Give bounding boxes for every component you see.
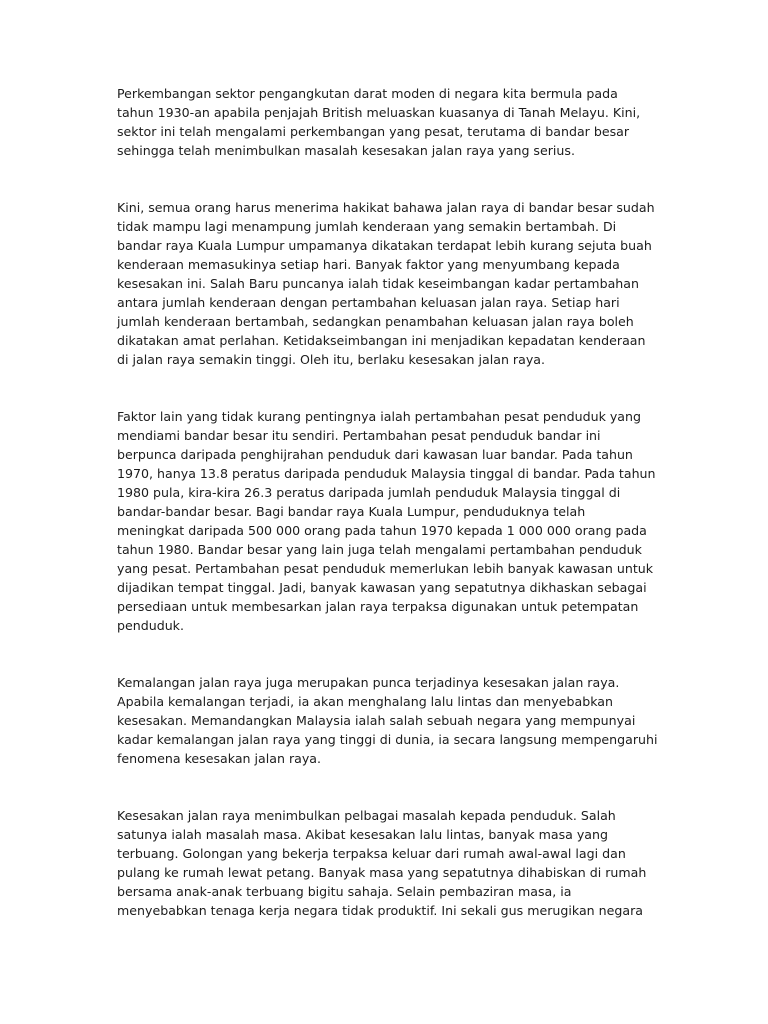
text-line: kesesakan ini. Salah Baru puncanya ialah tidak keseimbangan kadar pertambahan xyxy=(117,276,639,291)
text-line: meningkat daripada 500 000 orang pada tahun 1970 kepada 1 000 000 orang pada xyxy=(117,523,647,538)
text-line: sehingga telah menimbulkan masalah kesesakan jalan raya yang serius. xyxy=(117,143,575,158)
text-line: tahun 1980. Bandar besar yang lain juga telah mengalami pertambahan penduduk xyxy=(117,542,642,557)
text-line: bandar-bandar besar. Bagi bandar raya Kuala Lumpur, penduduknya telah xyxy=(117,504,586,519)
text-line: menyebabkan tenaga kerja negara tidak produktif. Ini sekali gus merugikan negara xyxy=(117,903,643,918)
text-line: dikatakan amat perlahan. Ketidakseimbangan ini menjadikan kepadatan kenderaan xyxy=(117,333,646,348)
text-line: tidak mampu lagi menampung jumlah kenderaan yang semakin bertambah. Di xyxy=(117,219,617,234)
text-line: dijadikan tempat tinggal. Jadi, banyak kawasan yang sepatutnya dikhaskan sebagai xyxy=(117,580,647,595)
text-line: fenomena kesesakan jalan raya. xyxy=(117,751,322,766)
document-body xyxy=(117,84,657,920)
paragraph-4 xyxy=(117,673,657,768)
text-line: yang pesat. Pertambahan pesat penduduk memerlukan lebih banyak kawasan untuk xyxy=(117,561,654,576)
text-line: mendiami bandar besar itu sendiri. Pertambahan pesat penduduk bandar ini xyxy=(117,428,601,443)
text-line: di jalan raya semakin tinggi. Oleh itu, berlaku kesesakan jalan raya. xyxy=(117,352,546,367)
text-line: berpunca daripada penghijrahan penduduk dari kawasan luar bandar. Pada tahun xyxy=(117,447,633,462)
text-line: pulang ke rumah lewat petang. Banyak masa yang sepatutnya dihabiskan di rumah xyxy=(117,865,647,880)
text-line: penduduk. xyxy=(117,618,184,633)
paragraph-1 xyxy=(117,84,657,160)
paragraph-3 xyxy=(117,407,657,635)
text-line: bandar raya Kuala Lumpur umpamanya dikatakan terdapat lebih kurang sejuta buah xyxy=(117,238,652,253)
text-line: Kini, semua orang harus menerima hakikat bahawa jalan raya di bandar besar sudah xyxy=(117,200,655,215)
text-line: Perkembangan sektor pengangkutan darat moden di negara kita bermula pada xyxy=(117,86,618,101)
text-line: Kemalangan jalan raya juga merupakan punca terjadinya kesesakan jalan raya. xyxy=(117,675,620,690)
text-line: bersama anak-anak terbuang bigitu sahaja. Selain pembaziran masa, ia xyxy=(117,884,572,899)
text-line: tahun 1930-an apabila penjajah British meluaskan kuasanya di Tanah Melayu. Kini, xyxy=(117,105,641,120)
text-line: persediaan untuk membesarkan jalan raya terpaksa digunakan untuk petempatan xyxy=(117,599,639,614)
text-line: 1980 pula, kira-kira 26.3 peratus daripada jumlah penduduk Malaysia tinggal di xyxy=(117,485,621,500)
text-line: Kesesakan jalan raya menimbulkan pelbagai masalah kepada penduduk. Salah xyxy=(117,808,616,823)
text-line: Faktor lain yang tidak kurang pentingnya ialah pertambahan pesat penduduk yang xyxy=(117,409,642,424)
text-line: 1970, hanya 13.8 peratus daripada penduduk Malaysia tinggal di bandar. Pada tahun xyxy=(117,466,656,481)
text-line: kesesakan. Memandangkan Malaysia ialah salah sebuah negara yang mempunyai xyxy=(117,713,636,728)
paragraph-5 xyxy=(117,806,657,920)
text-line: kadar kemalangan jalan raya yang tinggi di dunia, ia secara langsung mempengaruhi xyxy=(117,732,658,747)
text-line: jumlah kenderaan bertambah, sedangkan penambahan keluasan jalan raya boleh xyxy=(117,314,634,329)
text-line: satunya ialah masalah masa. Akibat kesesakan lalu lintas, banyak masa yang xyxy=(117,827,608,842)
text-line: sektor ini telah mengalami perkembangan yang pesat, terutama di bandar besar xyxy=(117,124,630,139)
text-line: terbuang. Golongan yang bekerja terpaksa keluar dari rumah awal-awal lagi dan xyxy=(117,846,626,861)
text-line: Apabila kemalangan terjadi, ia akan menghalang lalu lintas dan menyebabkan xyxy=(117,694,613,709)
text-line: kenderaan memasukinya setiap hari. Banyak faktor yang menyumbang kepada xyxy=(117,257,620,272)
text-line: antara jumlah kenderaan dengan pertambahan keluasan jalan raya. Setiap hari xyxy=(117,295,620,310)
paragraph-2 xyxy=(117,198,657,369)
